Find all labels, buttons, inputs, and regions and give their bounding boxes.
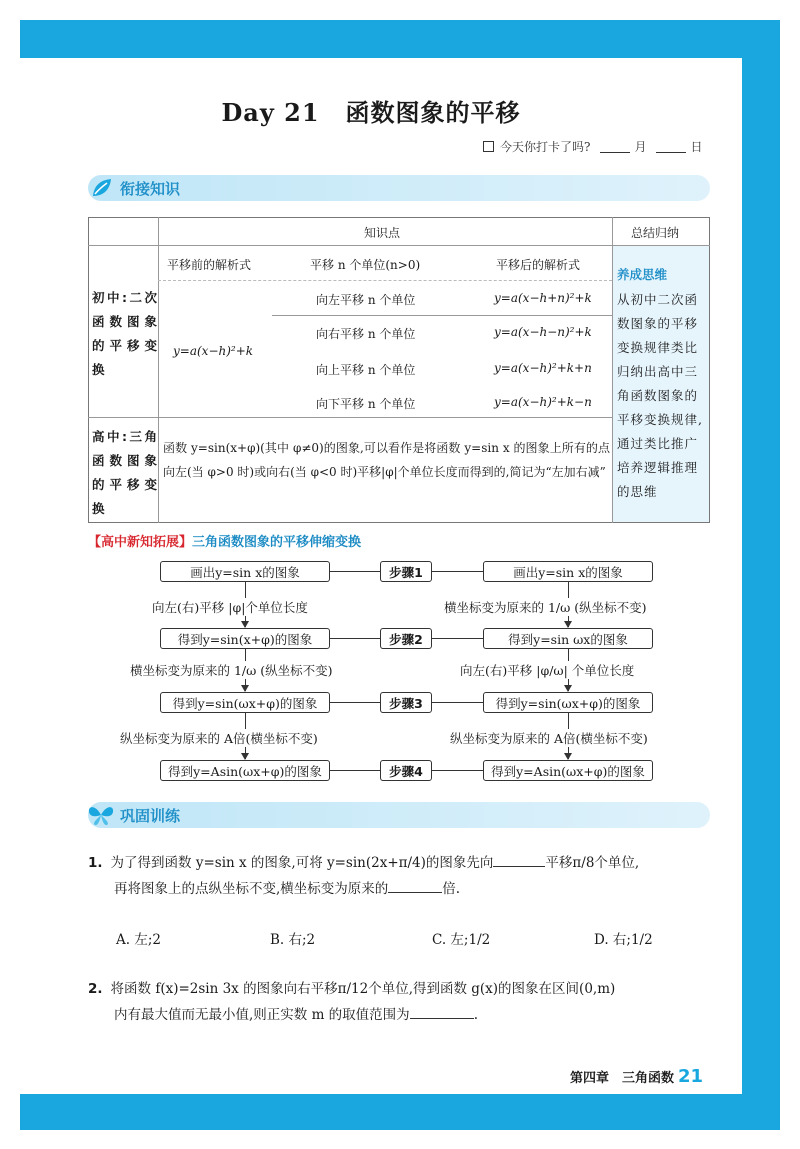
checkin-text: 今天你打卡了吗?: [500, 140, 591, 154]
question-1-line2-end: 倍.: [442, 881, 461, 897]
step-4: 步骤4: [380, 760, 432, 781]
question-1-blank-1[interactable]: [493, 853, 545, 867]
left-box-2: 得到y=sin(x+φ)的图象: [160, 628, 330, 649]
result-row-2: y=a(x−h)²+k+n: [494, 361, 592, 375]
connector: [432, 770, 483, 771]
right-box-4: 得到y=Asin(ωx+φ)的图象: [483, 760, 653, 781]
checkin-checkbox[interactable]: [483, 141, 494, 152]
option-b[interactable]: B. 右;2: [270, 932, 316, 948]
header-summary: 总结归纳: [631, 226, 680, 240]
frame-right-bar: [742, 20, 780, 1130]
step-3: 步骤3: [380, 692, 432, 713]
shift-row-3: 向下平移 n 个单位: [316, 397, 416, 411]
right-box-2: 得到y=sin ωx的图象: [483, 628, 653, 649]
section-bar-bridge: [88, 175, 710, 201]
frame-bottom-bar: [20, 1094, 780, 1130]
question-2-number: 2.: [88, 981, 103, 997]
sub-after: 平移后的解析式: [496, 258, 581, 272]
right-op-2: 向左(右)平移 |φ/ω| 个单位长度: [460, 663, 635, 678]
chapter-label: 第四章 三角函数: [570, 1071, 675, 1086]
question-1-number: 1.: [88, 855, 103, 871]
question-2-line1: 将函数 f(x)=2sin 3x 的图象向右平移π/12个单位,得到函数 g(x)的图象在区间(0,m): [110, 981, 616, 997]
day-blank[interactable]: [656, 141, 686, 153]
shift-row-1: 向右平移 n 个单位: [316, 327, 416, 341]
page-number: 21: [678, 1066, 704, 1087]
extension-topic: 三角函数图象的平移伸缩变换: [192, 535, 362, 550]
connector: [432, 638, 483, 639]
month-label: 月: [634, 140, 647, 154]
left-op-2: 横坐标变为原来的 1/ω (纵坐标不变): [130, 663, 333, 678]
section-bar-practice: [88, 802, 710, 828]
day-label: Day 21: [221, 98, 320, 127]
left-op-1: 向左(右)平移 |φ|个单位长度: [152, 600, 308, 615]
extension-bracket-label: 【高中新知拓展】: [88, 535, 193, 550]
connector: [432, 702, 483, 703]
left-op-3: 纵坐标变为原来的 A倍(横坐标不变): [120, 731, 318, 746]
result-row-1: y=a(x−h−n)²+k: [494, 325, 592, 339]
day-label-cn: 日: [690, 140, 703, 154]
result-row-3: y=a(x−h)²+k−n: [494, 395, 592, 409]
sub-shift: 平移 n 个单位(n>0): [310, 258, 421, 272]
result-row-0: y=a(x−h+n)²+k: [494, 291, 592, 305]
summary-head: 养成思维: [617, 267, 668, 282]
junior-label: 初中:二次函数图象的平移变换: [92, 290, 158, 377]
shift-row-2: 向上平移 n 个单位: [316, 363, 416, 377]
checkin-row: [483, 138, 702, 155]
base-formula: y=a(x−h)²+k: [173, 344, 254, 358]
right-op-1: 横坐标变为原来的 1/ω (纵坐标不变): [444, 600, 647, 615]
topic-title: 函数图象的平移: [345, 98, 521, 127]
left-box-3: 得到y=sin(ωx+φ)的图象: [160, 692, 330, 713]
table-hline: [158, 280, 612, 281]
right-box-1: 画出y=sin x的图象: [483, 561, 653, 582]
senior-label: 高中:三角函数图象的平移变换: [92, 429, 158, 516]
question-2-blank[interactable]: [410, 1005, 474, 1019]
option-d[interactable]: D. 右;1/2: [594, 932, 653, 948]
question-1-line1a: 为了得到函数 y=sin x 的图象,可将 y=sin(2x+π/4)的图象先向: [110, 855, 494, 871]
frame-top-bar: [20, 20, 780, 58]
section-label-practice: 巩固训练: [120, 806, 181, 825]
connector: [330, 638, 380, 639]
connector: [330, 770, 380, 771]
summary-text: 从初中二次函数图象的平移变换规律类比归纳出高中三角函数图象的平移变换规律,通过类比推广培养逻辑推理的思维: [617, 292, 703, 499]
connector: [330, 702, 380, 703]
table-hline: [88, 245, 710, 246]
page-footer: [570, 1066, 703, 1087]
step-2: 步骤2: [380, 628, 432, 649]
table-hline: [88, 417, 612, 418]
option-c[interactable]: C. 左;1/2: [432, 932, 491, 948]
step-1: 步骤1: [380, 561, 432, 582]
connector: [432, 571, 483, 572]
right-box-3: 得到y=sin(ωx+φ)的图象: [483, 692, 653, 713]
leaf-icon: [90, 176, 114, 200]
question-2: [88, 976, 710, 1028]
question-1-line1b: 平移π/8个单位,: [545, 855, 640, 871]
connector: [330, 571, 380, 572]
header-knowledge: 知识点: [364, 226, 401, 240]
table-hline: [272, 315, 612, 316]
option-a[interactable]: A. 左;2: [116, 932, 161, 948]
table-vline: [612, 217, 613, 523]
butterfly-icon: [86, 803, 116, 827]
left-box-4: 得到y=Asin(ωx+φ)的图象: [160, 760, 330, 781]
month-blank[interactable]: [600, 141, 630, 153]
right-op-3: 纵坐标变为原来的 A倍(横坐标不变): [450, 731, 648, 746]
page-title: [0, 93, 742, 128]
question-1: [88, 850, 710, 902]
left-box-1: 画出y=sin x的图象: [160, 561, 330, 582]
sub-before: 平移前的解析式: [167, 258, 252, 272]
question-1-blank-2[interactable]: [388, 879, 442, 893]
question-2-line2: 内有最大值而无最小值,则正实数 m 的取值范围为: [114, 1007, 410, 1023]
question-2-line2-end: .: [473, 1007, 478, 1023]
shift-row-0: 向左平移 n 个单位: [316, 293, 416, 307]
extension-title: [88, 531, 361, 550]
question-1-line2: 再将图象上的点纵坐标不变,横坐标变为原来的: [114, 881, 389, 897]
section-label-bridge: 衔接知识: [120, 179, 181, 198]
senior-description: 函数 y=sin(x+φ)(其中 φ≠0)的图象,可以看作是将函数 y=sin x 的图象上所有的点向左(当 φ>0 时)或向右(当 φ<0 时)平移|φ|个单位长度而得到的,简记为“左加右减”: [163, 441, 610, 479]
table-vline: [158, 217, 159, 523]
